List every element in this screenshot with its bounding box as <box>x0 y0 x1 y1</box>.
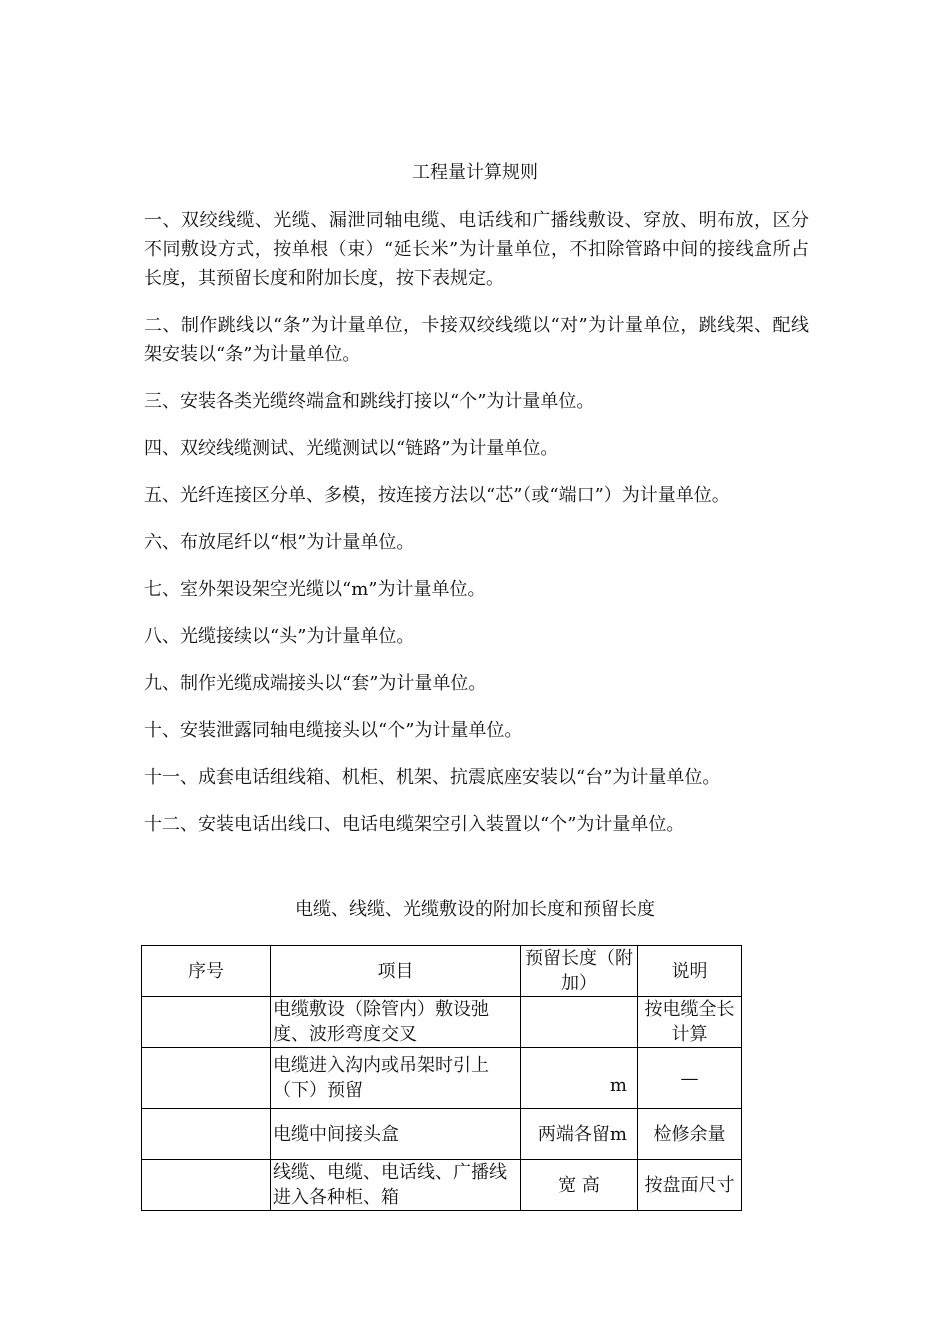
rule-item: 七、室外架设架空光缆以“m”为计量单位。 <box>144 579 486 600</box>
table-row <box>142 1160 742 1211</box>
length-table <box>141 945 742 1211</box>
cell-length: 两端各留m <box>521 1109 638 1160</box>
rule-item: 十一、成套电话组线箱、机柜、机架、抗震底座安装以“台”为计量单位。 <box>144 767 721 788</box>
cell-seq <box>142 997 271 1048</box>
rule-item: 四、双绞线缆测试、光缆测试以“链路”为计量单位。 <box>144 438 559 459</box>
cell-length <box>521 997 638 1048</box>
rule-item: 九、制作光缆成端接头以“套”为计量单位。 <box>144 673 487 694</box>
rule-item: 六、布放尾纤以“根”为计量单位。 <box>144 532 415 553</box>
cell-length: m <box>521 1048 638 1109</box>
table-row <box>142 1109 742 1160</box>
table-title: 电缆、线缆、光缆敷设的附加长度和预留长度 <box>295 899 655 920</box>
table-row <box>142 1048 742 1109</box>
header-note: 说明 <box>638 946 742 997</box>
cell-note: 按电缆全长计算 <box>638 997 742 1048</box>
rule-item: 三、安装各类光缆终端盒和跳线打接以“个”为计量单位。 <box>144 391 595 412</box>
cell-note: 按盘面尺寸 <box>638 1160 742 1211</box>
cell-seq <box>142 1048 271 1109</box>
cell-note: 检修余量 <box>638 1109 742 1160</box>
rule-item: 十、安装泄露同轴电缆接头以“个”为计量单位。 <box>144 720 523 741</box>
cell-item: 线缆、电缆、电话线、广播线进入各种柜、箱 <box>271 1160 521 1211</box>
header-seq: 序号 <box>142 946 271 997</box>
cell-item: 电缆中间接头盒 <box>271 1109 521 1160</box>
cell-item: 电缆进入沟内或吊架时引上（下）预留 <box>271 1048 521 1109</box>
rule-item: 二、制作跳线以“条”为计量单位，卡接双绞线缆以“对”为计量单位，跳线架、配线架安装以“条”为计量单位。 <box>144 315 809 365</box>
header-length: 预留长度（附加） <box>521 946 638 997</box>
cell-item: 电缆敷设（除管内）敷设弛度、波形弯度交叉 <box>271 997 521 1048</box>
document-title: 工程量计算规则 <box>412 162 538 183</box>
table-header-row <box>142 946 742 997</box>
cell-seq <box>142 1160 271 1211</box>
cell-length: 宽 高 <box>521 1160 638 1211</box>
rule-item: 十二、安装电话出线口、电话电缆架空引入装置以“个”为计量单位。 <box>144 814 685 835</box>
cell-note: — <box>638 1048 742 1109</box>
rule-item: 八、光缆接续以“头”为计量单位。 <box>144 626 415 647</box>
rule-item: 五、光纤连接区分单、多模，按连接方法以“芯”（或“端口”）为计量单位。 <box>144 485 730 506</box>
table-row <box>142 997 742 1048</box>
cell-seq <box>142 1109 271 1160</box>
rules-list <box>144 206 809 857</box>
header-item: 项目 <box>271 946 521 997</box>
rule-item: 一、双绞线缆、光缆、漏泄同轴电缆、电话线和广播线敷设、穿放、明布放，区分不同敷设方式，按单根（束）“延长米”为计量单位，不扣除管路中间的接线盒所占长度，其预留长度和附加长度，按下表规定。 <box>144 210 809 289</box>
